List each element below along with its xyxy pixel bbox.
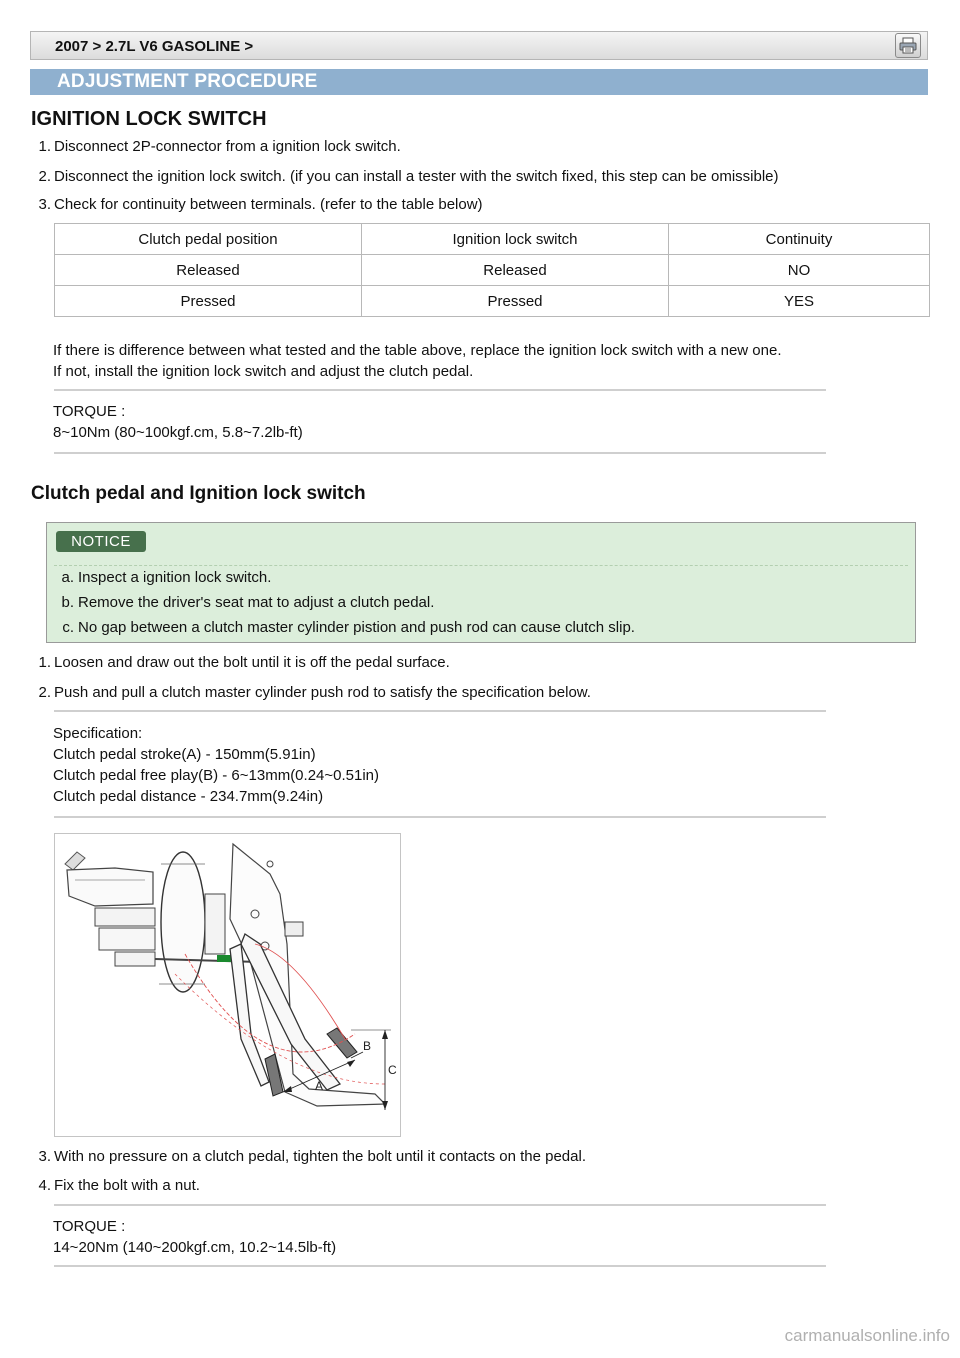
- spec-label: Specification:: [53, 725, 143, 742]
- table-cell: NO: [669, 255, 930, 286]
- torque-label: TORQUE :: [53, 403, 126, 420]
- table-cell: Pressed: [55, 286, 362, 317]
- torque-spec: [53, 1216, 336, 1258]
- dimension-label-a: A: [315, 1079, 324, 1093]
- table-header-cell: Ignition lock switch: [362, 224, 669, 255]
- step-number: 3.: [38, 196, 51, 213]
- heading-clutch-pedal: Clutch pedal and Ignition lock switch: [31, 483, 366, 504]
- step-number: 1.: [38, 138, 51, 155]
- notice-item-letter: b.: [61, 594, 74, 611]
- spec-line: Clutch pedal free play(B) - 6~13mm(0.24~0.51in): [53, 767, 380, 784]
- torque-value: 8~10Nm (80~100kgf.cm, 5.8~7.2lb-ft): [53, 424, 303, 441]
- step-text: Disconnect the ignition lock switch. (if you can install a tester with the switch fixed, this step can be omissible): [54, 168, 779, 185]
- step-text: Disconnect 2P-connector from a ignition lock switch.: [54, 138, 401, 155]
- printer-icon: [899, 37, 917, 54]
- notice-badge: NOTICE: [56, 531, 146, 552]
- clutch-pedal-illustration: [55, 834, 400, 1136]
- step-text: Check for continuity between terminals. (refer to the table below): [54, 196, 483, 213]
- notice-item-text: Remove the driver's seat mat to adjust a clutch pedal.: [78, 594, 435, 611]
- clutch-pedal-diagram: [54, 833, 401, 1137]
- divider: [54, 389, 826, 391]
- divider: [54, 452, 826, 454]
- divider: [54, 816, 826, 818]
- torque-spec: [53, 401, 303, 443]
- specification-block: [53, 723, 379, 807]
- section-title: ADJUSTMENT PROCEDURE: [57, 71, 318, 92]
- table-header-cell: Clutch pedal position: [55, 224, 362, 255]
- continuity-table: [54, 223, 930, 317]
- table-cell: Pressed: [362, 286, 669, 317]
- table-cell: Released: [362, 255, 669, 286]
- step-text: With no pressure on a clutch pedal, tighten the bolt until it contacts on the pedal.: [54, 1148, 586, 1165]
- spec-line: Clutch pedal distance - 234.7mm(9.24in): [53, 788, 324, 805]
- print-button[interactable]: [895, 33, 921, 58]
- dimension-label-c: C: [388, 1063, 397, 1077]
- notice-box: [46, 522, 916, 643]
- table-row: [55, 255, 930, 286]
- table-row: [55, 286, 930, 317]
- divider: [54, 565, 908, 566]
- notice-item-letter: a.: [61, 569, 74, 586]
- divider: [54, 710, 826, 712]
- step-text: Loosen and draw out the bolt until it is off the pedal surface.: [54, 654, 450, 671]
- step-number: 1.: [38, 654, 51, 671]
- step-text: Push and pull a clutch master cylinder push rod to satisfy the specification below.: [54, 684, 591, 701]
- watermark: carmanualsonline.info: [784, 1326, 950, 1345]
- torque-label: TORQUE :: [53, 1218, 126, 1235]
- notice-item-text: Inspect a ignition lock switch.: [78, 569, 272, 586]
- heading-ignition-lock-switch: IGNITION LOCK SWITCH: [31, 108, 267, 130]
- step-number: 2.: [38, 684, 51, 701]
- table-header-row: [55, 224, 930, 255]
- breadcrumb-bar: [30, 31, 928, 60]
- notice-item-text: No gap between a clutch master cylinder pistion and push rod can cause clutch slip.: [78, 619, 635, 636]
- paragraph-line: If not, install the ignition lock switch and adjust the clutch pedal.: [53, 363, 474, 380]
- step-text: Fix the bolt with a nut.: [54, 1177, 200, 1194]
- divider: [54, 1204, 826, 1206]
- step-number: 3.: [38, 1148, 51, 1165]
- table-cell: YES: [669, 286, 930, 317]
- instruction-paragraph: [53, 340, 782, 382]
- table-header-cell: Continuity: [669, 224, 930, 255]
- divider: [54, 1265, 826, 1267]
- spec-line: Clutch pedal stroke(A) - 150mm(5.91in): [53, 746, 316, 763]
- paragraph-line: If there is difference between what tested and the table above, replace the ignition lock switch with a new one.: [53, 342, 782, 359]
- torque-value: 14~20Nm (140~200kgf.cm, 10.2~14.5lb-ft): [53, 1239, 337, 1256]
- step-number: 2.: [38, 168, 51, 185]
- section-title-bar: [30, 69, 928, 95]
- breadcrumb: 2007 > 2.7L V6 GASOLINE >: [55, 38, 254, 55]
- table-cell: Released: [55, 255, 362, 286]
- step-number: 4.: [38, 1177, 51, 1194]
- dimension-label-b: B: [363, 1039, 372, 1053]
- notice-item-letter: c.: [62, 619, 74, 636]
